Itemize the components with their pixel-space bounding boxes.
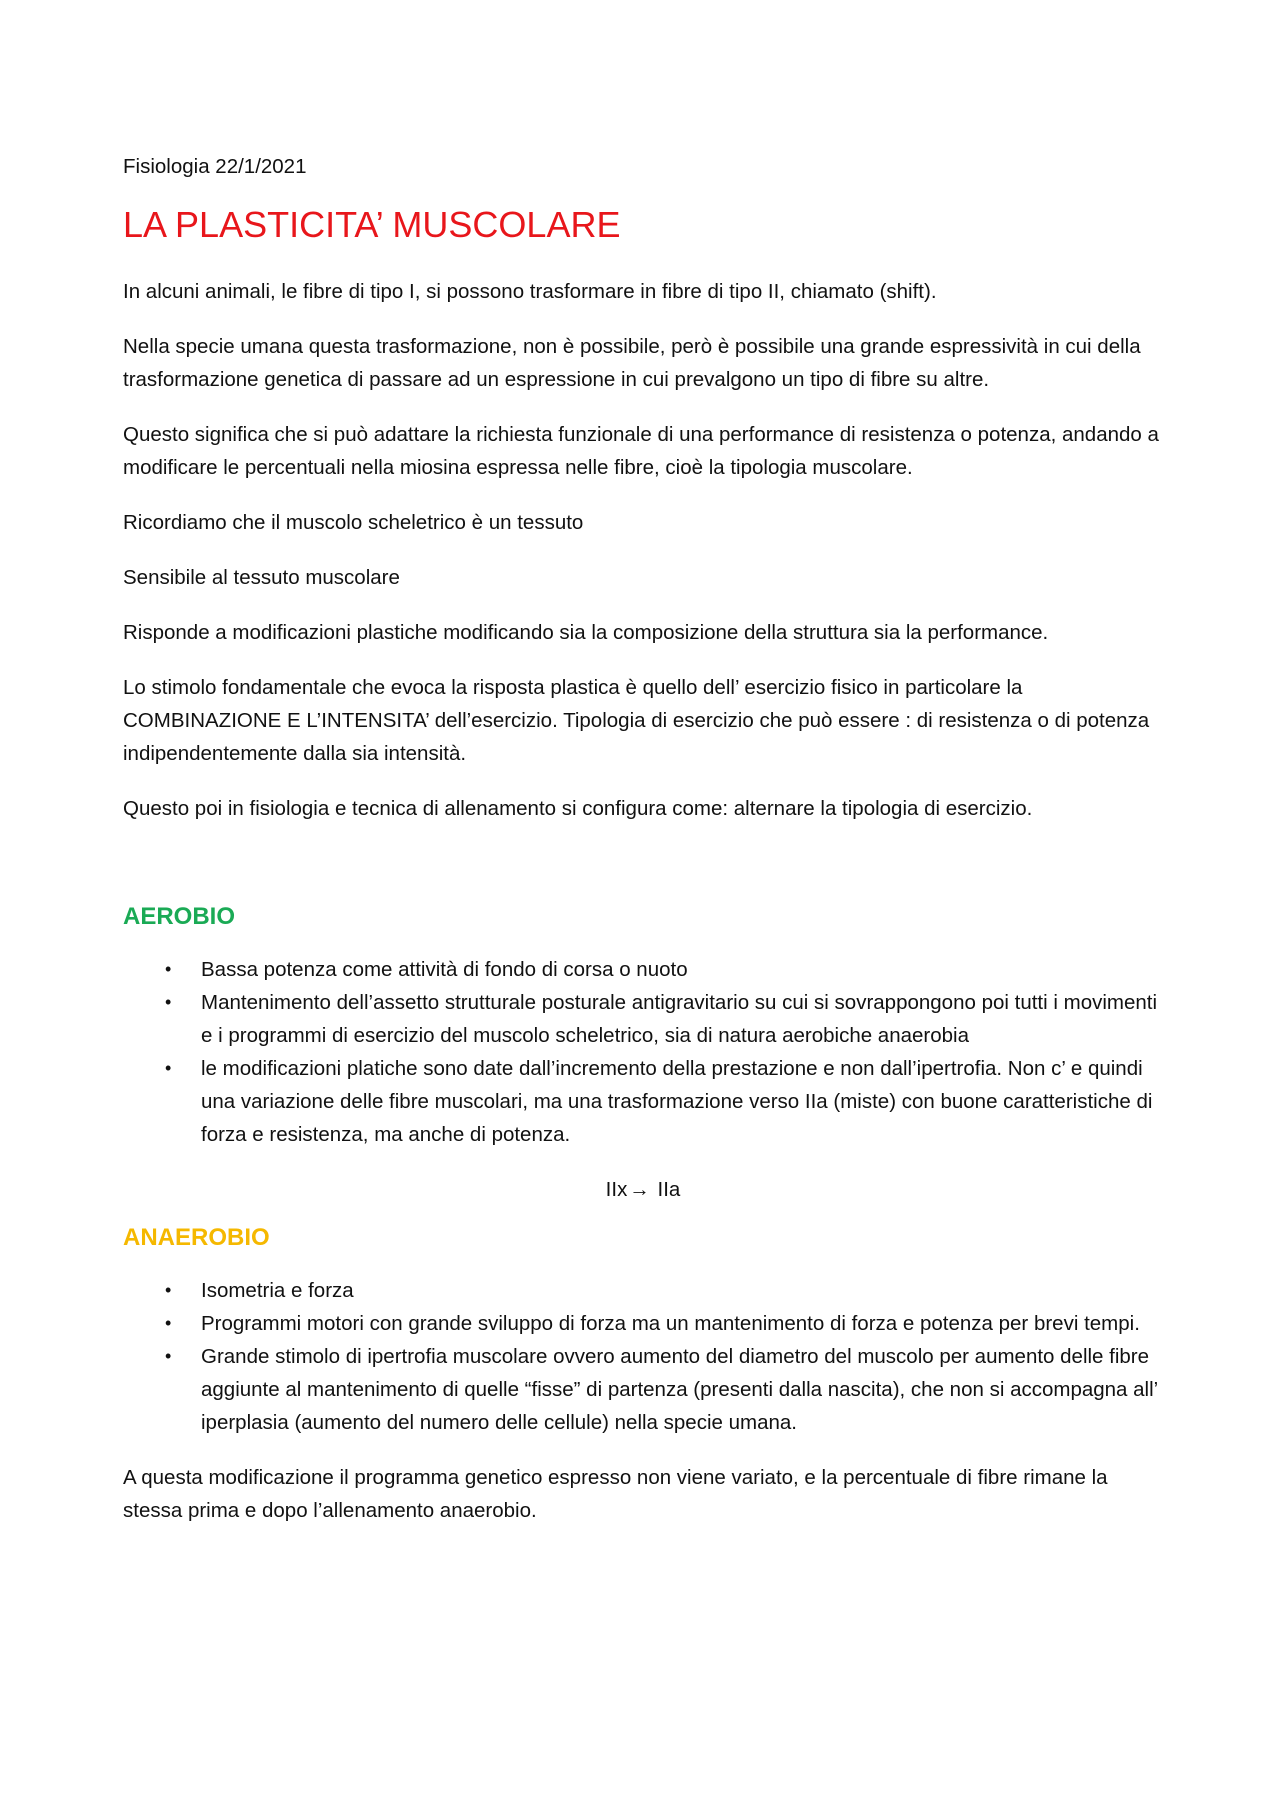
anaerobio-heading: ANAEROBIO: [123, 1224, 270, 1251]
bullet-text: Mantenimento dell’assetto strutturale posturale antigravitario su cui si sovrappongono poi tutti i movimenti e i programmi di esercizio del muscolo scheletrico, sia di natura aerobiche anaerobia: [201, 991, 1158, 1047]
paragraph-tissue: Ricordiamo che il muscolo scheletrico è un tessuto: [123, 511, 584, 534]
bullet-icon: •: [165, 992, 172, 1012]
bullet-text: Grande stimolo di ipertrofia muscolare ovvero aumento del diametro del muscolo per aumento delle fibre aggiunte al mantenimento di quelle “fisse” di partenza (presenti dalla nascita), che non si accompagna all’ iperplasia (aumento del numero delle cellule) nella specie umana.: [201, 1345, 1158, 1434]
arrow-right-icon: →: [629, 1178, 650, 1201]
document-page: [123, 150, 1163, 1549]
date-line: Fisiologia 22/1/2021: [123, 155, 307, 178]
transition-from: IIx: [605, 1178, 628, 1201]
list-item: [123, 1307, 1163, 1340]
bullet-icon: •: [165, 1346, 172, 1366]
fiber-transition: [123, 1173, 1163, 1206]
bullet-icon: •: [165, 959, 172, 979]
bullet-text: Isometria e forza: [201, 1279, 354, 1302]
section-spacer: [123, 847, 1163, 899]
bullet-icon: •: [165, 1058, 172, 1078]
list-item: [123, 953, 1163, 986]
paragraph-closing: A questa modificazione il programma genetico espresso non viene variato, e la percentuale di fibre rimane la stessa prima e dopo l’allenamento anaerobio.: [123, 1466, 1108, 1522]
paragraph-adaptation: Questo significa che si può adattare la richiesta funzionale di una performance di resistenza o potenza, andando a modificare le percentuali nella miosina espressa nelle fibre, cioè la tipologia muscolare.: [123, 423, 1159, 479]
aerobio-heading: AEROBIO: [123, 903, 236, 930]
list-item: [123, 1052, 1163, 1151]
list-item: [123, 1340, 1163, 1439]
paragraph-stimulus: Lo stimolo fondamentale che evoca la risposta plastica è quello dell’ esercizio fisico in particolare la COMBINAZIONE E L’INTENSITA’ dell’esercizio. Tipologia di esercizio che può essere : di resistenza o di potenza indipendentemente dalla sia intensità.: [123, 676, 1150, 765]
anaerobio-bullet-list: [123, 1274, 1163, 1439]
paragraph-shift: In alcuni animali, le fibre di tipo I, si possono trasformare in fibre di tipo II, chiamato (shift).: [123, 280, 937, 303]
paragraph-training: Questo poi in fisiologia e tecnica di allenamento si configura come: alternare la tipologia di esercizio.: [123, 797, 1033, 820]
list-item: [123, 986, 1163, 1052]
transition-to: IIa: [657, 1178, 681, 1201]
aerobio-bullet-list: [123, 953, 1163, 1151]
list-item: [123, 1274, 1163, 1307]
page-title: LA PLASTICITA’ MUSCOLARE: [123, 204, 621, 245]
bullet-text: Programmi motori con grande sviluppo di forza ma un mantenimento di forza e potenza per brevi tempi.: [201, 1312, 1140, 1335]
bullet-icon: •: [165, 1280, 172, 1300]
bullet-text: Bassa potenza come attività di fondo di corsa o nuoto: [201, 958, 688, 981]
bullet-text: le modificazioni platiche sono date dall’incremento della prestazione e non dall’ipertrofia. Non c’ e quindi una variazione delle fibre muscolari, ma una trasformazione verso IIa (miste) con buone caratteristiche di forza e resistenza, ma anche di potenza.: [201, 1057, 1153, 1146]
paragraph-sensitive: Sensibile al tessuto muscolare: [123, 566, 400, 589]
bullet-icon: •: [165, 1313, 172, 1333]
paragraph-responds: Risponde a modificazioni plastiche modificando sia la composizione della struttura sia la performance.: [123, 621, 1049, 644]
paragraph-human-species: Nella specie umana questa trasformazione, non è possibile, però è possibile una grande espressività in cui della trasformazione genetica di passare ad un espressione in cui prevalgono un tipo di fibre su altre.: [123, 335, 1141, 391]
